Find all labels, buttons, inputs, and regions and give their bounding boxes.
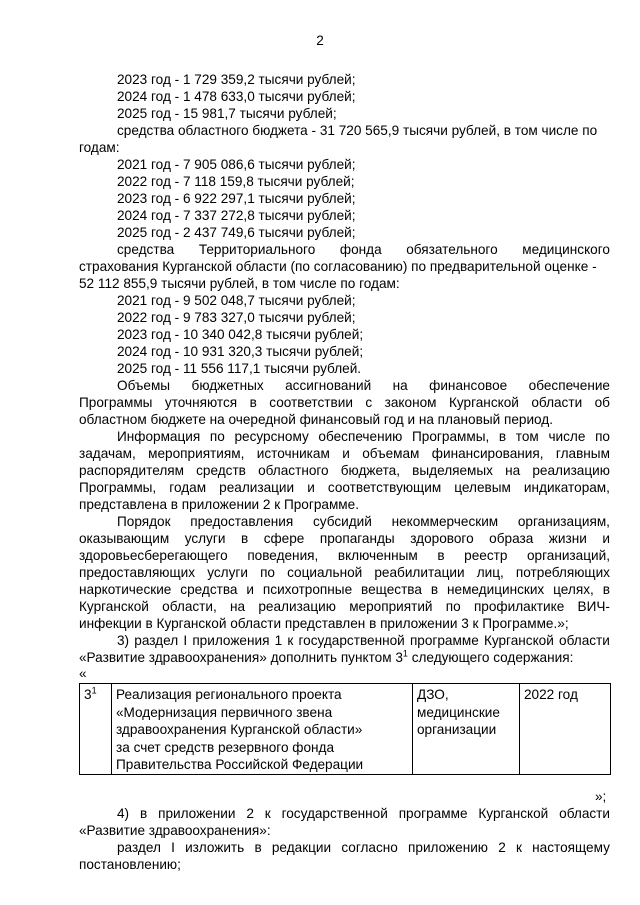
justified-line (79, 463, 610, 479)
table-row (80, 684, 611, 775)
word: предоставляющих (79, 565, 196, 580)
word: ассигнований (285, 378, 372, 393)
word: числе (548, 429, 586, 444)
word: фонда (339, 242, 382, 257)
word: финансирования, (431, 446, 544, 461)
cell-line: Реализация регионального проекта (116, 687, 342, 702)
justified-line (79, 531, 610, 547)
word: раздел (134, 633, 179, 648)
word: соответствии (269, 395, 353, 410)
word: I (171, 840, 175, 855)
word: средств (196, 463, 246, 478)
word: обязательного (406, 242, 498, 257)
word: и (342, 446, 350, 461)
word: реализации (219, 480, 295, 495)
cell-line: ДЗО, (417, 687, 449, 702)
word: 2 (246, 806, 254, 821)
word: области (531, 395, 583, 410)
open-quote: « (79, 666, 87, 681)
justified-line (79, 446, 610, 462)
justified-line (117, 633, 610, 649)
word: Программы (79, 395, 153, 410)
cell-line: здравоохранения Курганской области» (116, 722, 363, 738)
word: настоящему (532, 840, 610, 855)
word: по (209, 429, 225, 444)
text-line: 52 112 855,9 тысячи рублей, в том числе по годам: (79, 276, 400, 291)
word: сфере (263, 531, 305, 546)
word: годам (169, 480, 207, 495)
word: уточняются (164, 395, 238, 410)
word: 1 (274, 633, 283, 648)
word: на (392, 378, 408, 393)
word: наркотические (79, 582, 172, 597)
word: Порядок (117, 514, 171, 529)
superscript: 1 (91, 685, 97, 696)
word: на (505, 463, 521, 478)
word: в (249, 395, 257, 410)
word: областного (258, 463, 329, 478)
justified-line (79, 548, 610, 564)
text-line: 2023 год - 6 922 297,1 тысячи рублей; (117, 191, 356, 206)
cell-line: организации (417, 722, 497, 738)
word: приложению (408, 840, 489, 855)
justified-line (117, 429, 610, 445)
word: бюджета, (340, 463, 400, 478)
word: Курганской (478, 806, 549, 821)
word: психотропные (262, 582, 353, 597)
word: медицинского (522, 242, 610, 257)
word: образа (489, 531, 534, 546)
word: здоровьесберегающего (79, 548, 228, 563)
word: немедицинских (447, 582, 545, 597)
word: вещества (361, 582, 422, 597)
word: государственной (281, 806, 388, 821)
word: социальной (287, 565, 363, 580)
word: в (430, 582, 439, 597)
word: законом (384, 395, 437, 410)
insert-table (79, 683, 611, 775)
text-line: страхования Курганской области (по согласованию) по предварительной оценке - (79, 259, 597, 274)
word: государственной (298, 633, 405, 648)
word: к (287, 633, 294, 648)
word: целевым (454, 480, 511, 495)
word: главным (555, 446, 610, 461)
word: в (602, 582, 610, 597)
word: Программы, (79, 480, 157, 495)
word: жизни (548, 531, 587, 546)
word: в (498, 429, 507, 444)
text-line: годам: (79, 140, 120, 155)
word: Объемы (117, 378, 171, 393)
word: области, (162, 599, 217, 614)
cell-year: 2022 год (520, 684, 611, 775)
word: в (240, 531, 249, 546)
cell-executor (413, 684, 520, 775)
text-line: средства областного бюджета - 31 720 565,9 тысячи рублей, в том числе по (117, 123, 598, 138)
word: 2 (498, 840, 506, 855)
word: согласно (341, 840, 398, 855)
word: объемам (362, 446, 420, 461)
word: потребляющих (515, 565, 610, 580)
cell-line: медицинские (417, 704, 500, 720)
justified-line (117, 378, 610, 394)
word: обеспечение (528, 378, 610, 393)
word: по (595, 429, 610, 444)
cell-description (112, 684, 413, 775)
word: мероприятий (349, 599, 433, 614)
word: на (230, 599, 246, 614)
justified-line (79, 565, 610, 581)
word: Информация (117, 429, 201, 444)
cell-line: за счет средств резервного фонда (116, 739, 335, 755)
word: реализацию (532, 463, 610, 478)
word: организациям, (517, 514, 610, 529)
text-line: 2024 год - 7 337 272,8 тысячи рублей; (117, 208, 356, 223)
superscript: 1 (402, 648, 408, 659)
word: с (365, 395, 373, 410)
word: распорядителям (79, 463, 184, 478)
word: приложения (192, 633, 270, 648)
word: некоммерческим (391, 514, 499, 529)
word: индикаторам, (523, 480, 610, 495)
text-line: 2025 год - 11 556 117,1 тысячи рублей. (117, 361, 362, 376)
word: Курганской (483, 633, 554, 648)
word: услуги (207, 565, 248, 580)
text-line: 2022 год - 9 783 327,0 тысячи рублей; (117, 310, 356, 325)
word: к (515, 840, 522, 855)
word: целях, (553, 582, 594, 597)
word: организаций, (526, 548, 610, 563)
justified-line (79, 395, 610, 411)
word: реализацию (258, 599, 336, 614)
text-fragment: следующего содержания: (407, 650, 574, 665)
word: здорового (410, 531, 474, 546)
word: редакции (271, 840, 332, 855)
word: Курганской (79, 599, 149, 614)
word: пропаганды (319, 531, 395, 546)
justified-line (117, 514, 610, 530)
text-line: 2025 год - 15 981,7 тысячи рублей; (117, 106, 337, 121)
cell-line: «Модернизация первичного звена (116, 704, 333, 720)
text-line: 2024 год - 1 478 633,0 тысячи рублей; (117, 89, 356, 104)
word: средства (117, 242, 175, 257)
text-line: 2023 год - 1 729 359,2 тысячи рублей; (117, 72, 356, 87)
word: мероприятиям, (148, 446, 245, 461)
word: услуги (184, 531, 226, 546)
word: области (559, 633, 610, 648)
justified-line (117, 806, 610, 822)
text-line: областном бюджете на очередной финансовый год и на плановый период. (79, 412, 554, 427)
word: изложить (185, 840, 245, 855)
word: Курганской (448, 395, 519, 410)
word: средства (180, 582, 238, 597)
word: ресурсному (234, 429, 309, 444)
word: предоставления (190, 514, 294, 529)
word: области (559, 806, 610, 821)
word: раздел (117, 840, 161, 855)
text-line-with-superscript (79, 650, 573, 666)
word: 3) (117, 633, 130, 648)
justified-line (117, 242, 610, 258)
text-line: 2021 год - 9 502 048,7 тысячи рублей; (117, 293, 356, 308)
word: и (307, 480, 315, 495)
word: реабилитации (374, 565, 465, 580)
text-line: представлена в приложении 2 к Программе. (79, 497, 359, 512)
text-line: «Развитие здравоохранения»: (79, 823, 271, 838)
word: приложении (158, 806, 236, 821)
word: об (594, 395, 610, 410)
text-line: 2024 год - 10 931 320,3 тысячи рублей; (117, 344, 364, 359)
word: ВИЧ- (577, 599, 610, 614)
text-line: 2023 год - 10 340 042,8 тысячи рублей; (117, 327, 364, 342)
text-line: 2022 год - 7 118 159,8 тысячи рублей; (117, 174, 355, 189)
word: I (183, 633, 188, 648)
close-quote: »; (595, 789, 607, 804)
cell-line: Правительства Российской Федерации (116, 757, 364, 773)
word: по (445, 599, 461, 614)
word: включенным (337, 548, 418, 563)
word: поведения, (247, 548, 319, 563)
text-fragment: «Развитие здравоохранения» дополнить пунктом 3 (79, 650, 403, 665)
word: задачам, (79, 446, 136, 461)
justified-line (117, 840, 610, 856)
word: финансовое (429, 378, 508, 393)
cell-number: $3^1$ (80, 684, 112, 775)
word: реестр (464, 548, 508, 563)
page-number: 2 (316, 33, 324, 48)
justified-line (79, 582, 610, 598)
word: к (264, 806, 271, 821)
word: программе (409, 633, 479, 648)
word: Программы, (412, 429, 490, 444)
text-line: 2025 год - 2 437 749,6 тысячи рублей; (117, 225, 356, 240)
word: субсидий (312, 514, 372, 529)
word: источникам (256, 446, 330, 461)
text-line: постановлению; (79, 857, 181, 872)
word: соответствующим (327, 480, 442, 495)
word: 4) (117, 806, 130, 821)
word: в (254, 840, 262, 855)
word: в (437, 548, 445, 563)
word: бюджетных (191, 378, 264, 393)
word: обеспечению (318, 429, 403, 444)
word: и (602, 531, 610, 546)
word: оказывающим (79, 531, 170, 546)
word: лиц, (476, 565, 504, 580)
word: в (139, 806, 148, 821)
word: том (515, 429, 539, 444)
text-line: 2021 год - 7 905 086,6 тысячи рублей; (117, 157, 356, 172)
word: выделяемых (412, 463, 493, 478)
word: по (260, 565, 275, 580)
word: и (246, 582, 254, 597)
justified-line (79, 480, 610, 496)
word: профилактике (473, 599, 565, 614)
text-line: инфекции в Курганской области представлен в приложении 3 к Программе.»; (79, 616, 569, 631)
word: программе (398, 806, 468, 821)
word: Территориального (198, 242, 316, 257)
justified-line (79, 599, 610, 615)
